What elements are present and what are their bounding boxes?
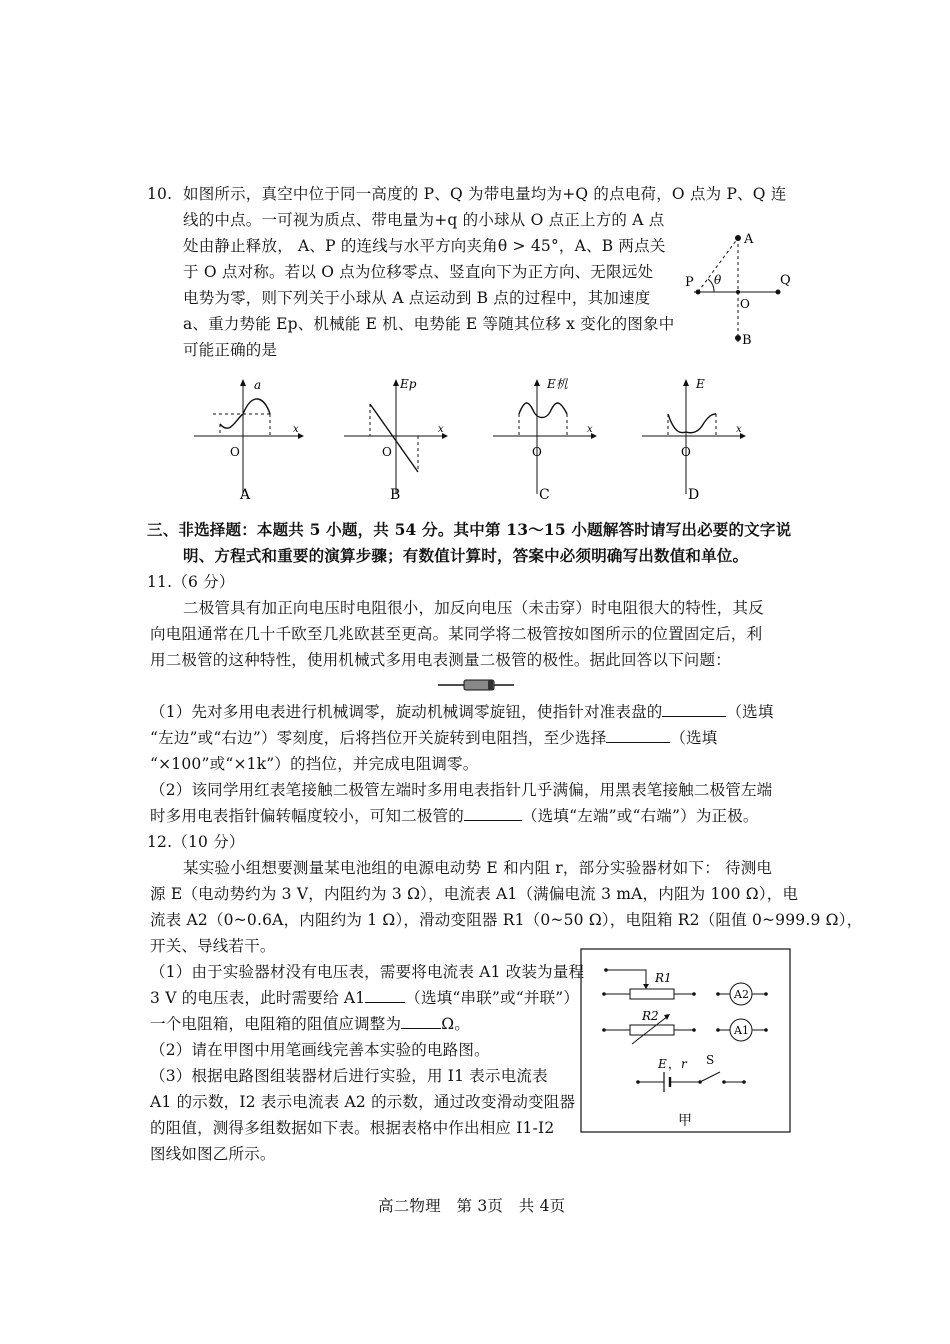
q11-sub2-line-2 bbox=[150, 806, 759, 826]
graph-d-origin: O bbox=[681, 445, 691, 459]
a2-terminal-r bbox=[764, 992, 768, 996]
a1-terminal-r bbox=[764, 1028, 768, 1032]
q12-para-1: 某实验小组想要测量某电池组的电源电动势 E 和内阻 r，部分实验器材如下： 待测电 bbox=[183, 859, 773, 877]
q10-number: 10. bbox=[147, 185, 173, 203]
q11-para-2: 向电阻通常在几十千欧至几兆欧甚至更高。某同学将二极管按如图所示的位置固定后，利 bbox=[150, 625, 763, 643]
graph-c-y-arrow-icon bbox=[534, 379, 540, 386]
q12-sub1-text-b: 3 V 的电压表，此时需要给 A1 bbox=[150, 989, 366, 1007]
battery-r-label: r bbox=[681, 1057, 687, 1071]
q11-sub1-text-d: （选填 bbox=[670, 729, 718, 747]
option-b-label: B bbox=[390, 487, 401, 503]
r1-slider-terminal bbox=[604, 968, 608, 972]
point-o-dot bbox=[736, 290, 740, 294]
graph-d bbox=[636, 374, 756, 508]
q11-sub1-text-a: （1）先对多用电表进行机械调零，旋动机械调零旋钮，使指针对准表盘的 bbox=[150, 703, 663, 721]
option-d-label: D bbox=[688, 487, 700, 503]
q12-sub1-line-1: （1）由于实验器材没有电压表，需要将电流表 A1 改装为量程 bbox=[150, 963, 585, 981]
r1-slider-arrow-icon bbox=[643, 984, 649, 989]
circuit-frame bbox=[581, 949, 790, 1132]
q10-line-3: 处由静止释放， A、P 的连线与水平方向夹角θ > 45°，A、B 两点关 bbox=[183, 237, 666, 255]
page-footer: 高二物理 第 3页 共 4页 bbox=[378, 1197, 566, 1215]
q11-blank-3[interactable] bbox=[464, 806, 522, 821]
graph-a-x-arrow-icon bbox=[298, 433, 304, 439]
q12-sub1-line-3 bbox=[150, 1014, 470, 1034]
q11-para-1: 二极管具有加正向电压时电阻很小，加反向电压（未击穿）时电阻很大的特性，其反 bbox=[183, 599, 764, 617]
option-c-label: C bbox=[539, 487, 550, 503]
section3-line-1: 三、非选择题：本题共 5 小题，共 54 分。其中第 13～15 小题解答时请写出必要的文字说 bbox=[147, 520, 792, 539]
q10-line-7: 可能正确的是 bbox=[183, 341, 278, 359]
q11-heading: 11.（6 分） bbox=[147, 573, 235, 591]
r1-terminal-l bbox=[602, 992, 606, 996]
battery-terminal-l bbox=[636, 1080, 640, 1084]
q12-blank-2[interactable] bbox=[401, 1014, 441, 1029]
option-a-label: A bbox=[240, 487, 251, 503]
graph-c-curve bbox=[519, 403, 567, 418]
q12-sub1-line-2 bbox=[150, 988, 579, 1008]
q10-line-2: 线的中点。一可视为质点、带电量为+q 的小球从 O 点正上方的 A 点 bbox=[183, 211, 665, 229]
q12-para-3: 流表 A2（0~0.6A，内阻约为 1 Ω），滑动变阻器 R1（0~50 Ω），电阻箱 R2（阻值 0~999.9 Ω）， bbox=[150, 911, 863, 929]
r2-terminal-l bbox=[602, 1028, 606, 1032]
q10-line-1: 如图所示，真空中位于同一高度的 P、Q 为带电量均为+Q 的点电荷，O 点为 P、Q 连 bbox=[183, 185, 787, 203]
q11-sub1-text-b: （选填 bbox=[726, 703, 774, 721]
label-b: B bbox=[742, 333, 752, 348]
q11-sub2-text-b: 时多用电表指针偏转幅度较小，可知二极管的 bbox=[150, 807, 465, 825]
q12-sub3-line-4: 图线如图乙所示。 bbox=[150, 1145, 276, 1163]
graph-d-curve bbox=[668, 414, 716, 433]
graph-c-origin: O bbox=[532, 445, 542, 459]
q12-sub3-line-3: 的阻值，测得多组数据如下表。根据表格中作出相应 I1-I2 bbox=[150, 1119, 555, 1137]
battery-e-label: E bbox=[658, 1057, 667, 1071]
r2-variable-arrow-icon bbox=[664, 1014, 670, 1020]
graph-a bbox=[188, 374, 308, 508]
r1-label: R1 bbox=[655, 971, 672, 985]
diode-figure bbox=[436, 676, 516, 694]
a2-terminal-l bbox=[716, 992, 720, 996]
switch-label: S bbox=[706, 1053, 715, 1067]
switch-blade bbox=[700, 1072, 720, 1082]
q12-sub1-text-c: （选填“串联”或“并联”） bbox=[405, 989, 580, 1007]
a2-label: A2 bbox=[734, 988, 749, 1001]
q10-line-4: 于 O 点对称。若以 O 点为位移零点、竖直向下为正方向、无限远处 bbox=[183, 263, 654, 281]
r1-slider bbox=[606, 970, 646, 985]
graph-b-line bbox=[370, 404, 418, 472]
charges-figure bbox=[680, 222, 800, 352]
graph-a-x-label: x bbox=[293, 424, 299, 435]
charge-q-dot bbox=[776, 290, 781, 295]
r2-body bbox=[630, 1025, 674, 1035]
section3-line-2: 明、方程式和重要的演算步骤；有数值计算时，答案中必须明确写出数值和单位。 bbox=[183, 546, 749, 565]
point-a-dot bbox=[735, 235, 741, 241]
graph-d-y-arrow-icon bbox=[683, 379, 689, 386]
label-theta: θ bbox=[714, 273, 722, 287]
q12-sub2: （2）请在甲图中用笔画线完善本实验的电路图。 bbox=[150, 1041, 490, 1059]
q11-blank-1[interactable] bbox=[662, 702, 726, 717]
r1-body bbox=[630, 989, 674, 999]
graph-c-x-label: x bbox=[587, 424, 593, 435]
q12-blank-1[interactable] bbox=[365, 988, 405, 1003]
graph-b-x-label: x bbox=[438, 424, 444, 435]
battery-separator: ， bbox=[668, 1057, 681, 1071]
graph-a-origin: O bbox=[230, 445, 240, 459]
diode-band bbox=[488, 680, 493, 690]
q11-blank-2[interactable] bbox=[606, 728, 670, 743]
r1-terminal-r bbox=[692, 992, 696, 996]
q12-para-4: 开关、导线若干。 bbox=[150, 937, 276, 955]
q11-sub2-text-c: （选填“左端”或“右端”）为正极。 bbox=[522, 807, 759, 825]
label-o: O bbox=[740, 297, 750, 311]
q12-sub1-text-e: Ω。 bbox=[441, 1015, 470, 1033]
graph-c-y-label: E机 bbox=[547, 377, 568, 391]
switch-terminal-r bbox=[742, 1080, 746, 1084]
graph-c bbox=[487, 374, 607, 508]
q11-sub1-text-c: “左边”或“右边”）零刻度，后将挡位开关旋转到电阻挡，至少选择 bbox=[150, 729, 607, 747]
graph-b-y-label: Ep bbox=[400, 377, 417, 391]
graph-b-y-arrow-icon bbox=[393, 379, 399, 386]
q11-para-3: 用二极管的这种特性，使用机械式多用电表测量二极管的极性。据此回答以下问题： bbox=[150, 651, 731, 669]
graph-d-x-label: x bbox=[736, 424, 742, 435]
q11-sub1-line-3: “×100”或“×1k”）的挡位，并完成电阻调零。 bbox=[150, 755, 479, 773]
q12-para-2: 源 E（电动势约为 3 V，内阻约为 3 Ω），电流表 A1（满偏电流 3 mA，内阻为 100 Ω），电 bbox=[150, 885, 799, 903]
q12-sub3-line-2: A1 的示数，I2 表示电流表 A2 的示数，通过改变滑动变阻器 bbox=[150, 1093, 576, 1111]
r2-terminal-r bbox=[692, 1028, 696, 1032]
q10-line-6: a、重力势能 Ep、机械能 E 机、电势能 E 等随其位移 x 变化的图象中 bbox=[183, 315, 675, 333]
q12-sub1-text-d: 一个电阻箱，电阻箱的阻值应调整为 bbox=[150, 1015, 402, 1033]
q11-sub2-line-1: （2）该同学用红表笔接触二极管左端时多用电表指针几乎满偏，用黑表笔接触二极管左端 bbox=[150, 781, 773, 799]
q11-sub1-line-1 bbox=[150, 702, 774, 722]
circuit-caption: 甲 bbox=[678, 1113, 692, 1129]
q11-sub1-line-2 bbox=[150, 728, 718, 748]
q10-line-5: 电势为零，则下列关于小球从 A 点运动到 B 点的过程中，其加速度 bbox=[183, 289, 651, 307]
r2-label: R2 bbox=[642, 1009, 659, 1023]
label-p: P bbox=[685, 275, 694, 290]
graph-d-y-label: E bbox=[696, 377, 705, 391]
label-q: Q bbox=[780, 273, 791, 288]
a1-label: A1 bbox=[734, 1024, 749, 1037]
graph-a-y-label: a bbox=[254, 378, 262, 392]
a1-terminal-l bbox=[716, 1028, 720, 1032]
circuit-component-box bbox=[580, 948, 792, 1134]
point-b-dot bbox=[735, 335, 741, 341]
graph-a-y-arrow-icon bbox=[240, 379, 246, 386]
graph-b bbox=[338, 374, 458, 508]
graph-b-origin: O bbox=[382, 445, 392, 459]
label-a: A bbox=[744, 232, 754, 247]
q12-heading: 12.（10 分） bbox=[147, 833, 245, 851]
q12-sub3-line-1: （3）根据电路图组装器材后进行实验，用 I1 表示电流表 bbox=[150, 1067, 548, 1085]
